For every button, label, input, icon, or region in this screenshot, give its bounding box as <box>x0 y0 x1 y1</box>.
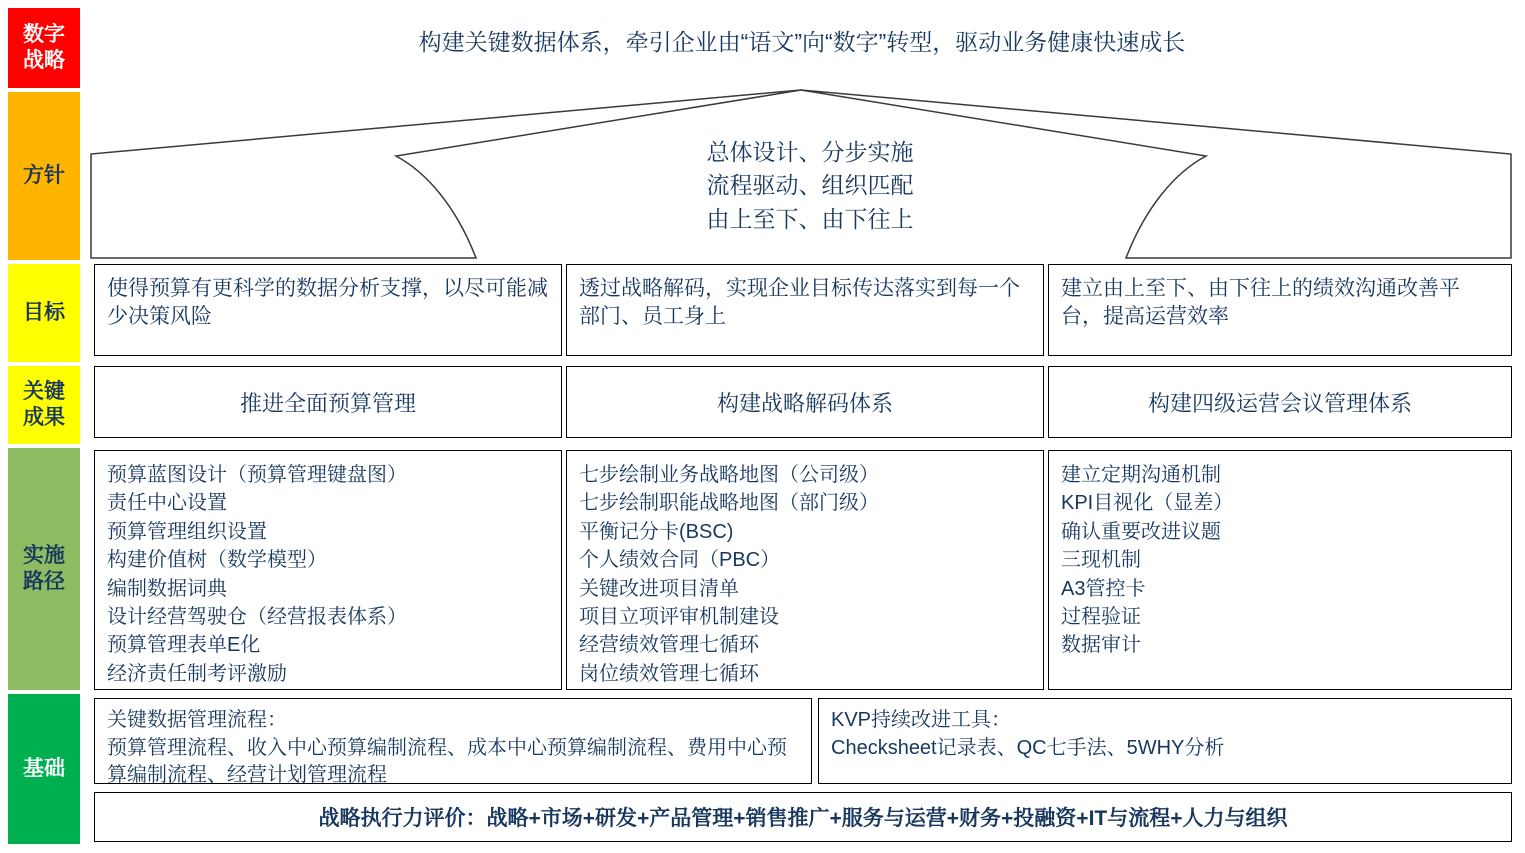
rail-path-line-2: 路径 <box>23 570 65 593</box>
list-item: 个人绩效合同（PBC） <box>579 549 781 572</box>
policy-statement <box>560 136 1060 236</box>
path-list-2 <box>579 461 1031 688</box>
foundation-box-kvp-tools <box>818 698 1512 784</box>
list-item: 设计经营驾驶仓（经营报表体系） <box>107 605 407 628</box>
list-item: 经济责任制考评激励 <box>107 662 287 685</box>
list-item: 过程验证 <box>1061 605 1141 628</box>
list-item: 岗位绩效管理七循环 <box>579 662 759 685</box>
key-result-box-2: 构建战略解码体系 <box>566 366 1044 438</box>
rail-label-implementation-path <box>8 448 80 690</box>
rail-path-line-1: 实施 <box>23 543 65 567</box>
goal-box-3: 建立由上至下、由下往上的绩效沟通改善平台，提高运营效率 <box>1048 264 1512 356</box>
goal-box-1: 使得预算有更科学的数据分析支撑，以尽可能减少决策风险 <box>94 264 562 356</box>
foundation-right-title: KVP持续改进工具： <box>831 709 1012 731</box>
list-item: 建立定期沟通机制 <box>1061 464 1221 486</box>
rail-strategy-line-2: 战略 <box>23 49 65 72</box>
list-item: 数据审计 <box>1061 634 1141 657</box>
policy-line-1: 总体设计、分步实施 <box>706 139 914 165</box>
list-item: KPI目视化（显差） <box>1061 492 1234 515</box>
rail-policy-line-1: 方针 <box>23 163 65 187</box>
foundation-box-data-process <box>94 698 812 787</box>
list-item: 编制数据词典 <box>107 577 227 600</box>
path-box-3 <box>1048 450 1512 690</box>
rail-result-line-2: 成果 <box>23 406 65 429</box>
rail-label-key-result <box>8 366 80 444</box>
list-item: 关键改进项目清单 <box>579 577 739 600</box>
policy-line-2: 流程驱动、组织匹配 <box>706 172 914 199</box>
list-item: 经营绩效管理七循环 <box>579 634 759 657</box>
list-item: 预算蓝图设计（预算管理键盘图） <box>107 464 407 486</box>
list-item: 预算管理组织设置 <box>107 520 267 543</box>
rail-label-goal <box>8 264 80 362</box>
foundation-left-body: 预算管理流程、收入中心预算编制流程、成本中心预算编制流程、费用中心预算编制流程、经营计划管理流程 <box>107 736 787 787</box>
rail-label-foundation <box>8 694 80 844</box>
rail-goal-line-1: 目标 <box>23 300 65 324</box>
list-item: A3管控卡 <box>1061 577 1146 600</box>
path-list-3 <box>1061 461 1499 660</box>
rail-label-policy <box>8 92 80 260</box>
path-box-2 <box>566 450 1044 690</box>
key-result-box-1: 推进全面预算管理 <box>94 366 562 438</box>
rail-base-line-1: 基础 <box>23 756 65 780</box>
rail-label-strategy <box>8 8 80 88</box>
list-item: 七步绘制业务战略地图（公司级） <box>579 464 879 486</box>
goal-box-2: 透过战略解码，实现企业目标传达落实到每一个部门、员工身上 <box>566 264 1044 356</box>
list-item: 项目立项评审机制建设 <box>579 605 779 628</box>
path-list-1 <box>107 461 549 688</box>
list-item: 三现机制 <box>1061 549 1141 572</box>
rail-result-line-1: 关键 <box>23 379 65 403</box>
foundation-right-body: Checksheet记录表、QC七手法、5WHY分析 <box>831 736 1225 759</box>
policy-line-3: 由上至下、由下往上 <box>706 205 914 232</box>
strategy-statement: 构建关键数据体系，牵引企业由“语文”向“数字”转型，驱动业务健康快速成长 <box>418 29 1186 55</box>
list-item: 七步绘制职能战略地图（部门级） <box>579 492 879 515</box>
foundation-left-title: 关键数据管理流程： <box>107 709 287 731</box>
list-item: 预算管理表单E化 <box>107 634 261 657</box>
list-item: 平衡记分卡(BSC) <box>579 520 734 543</box>
list-item: 确认重要改进议题 <box>1061 520 1221 543</box>
path-box-1 <box>94 450 562 690</box>
list-item: 构建价值树（数学模型） <box>107 549 327 572</box>
footer-evaluation-box: 战略执行力评价：战略+市场+研发+产品管理+销售推广+服务与运营+财务+投融资+IT与流程+人力与组织 <box>94 792 1512 842</box>
key-result-box-3: 构建四级运营会议管理体系 <box>1048 366 1512 438</box>
rail-strategy-line-1: 数字 <box>23 22 65 46</box>
list-item: 责任中心设置 <box>107 492 227 515</box>
